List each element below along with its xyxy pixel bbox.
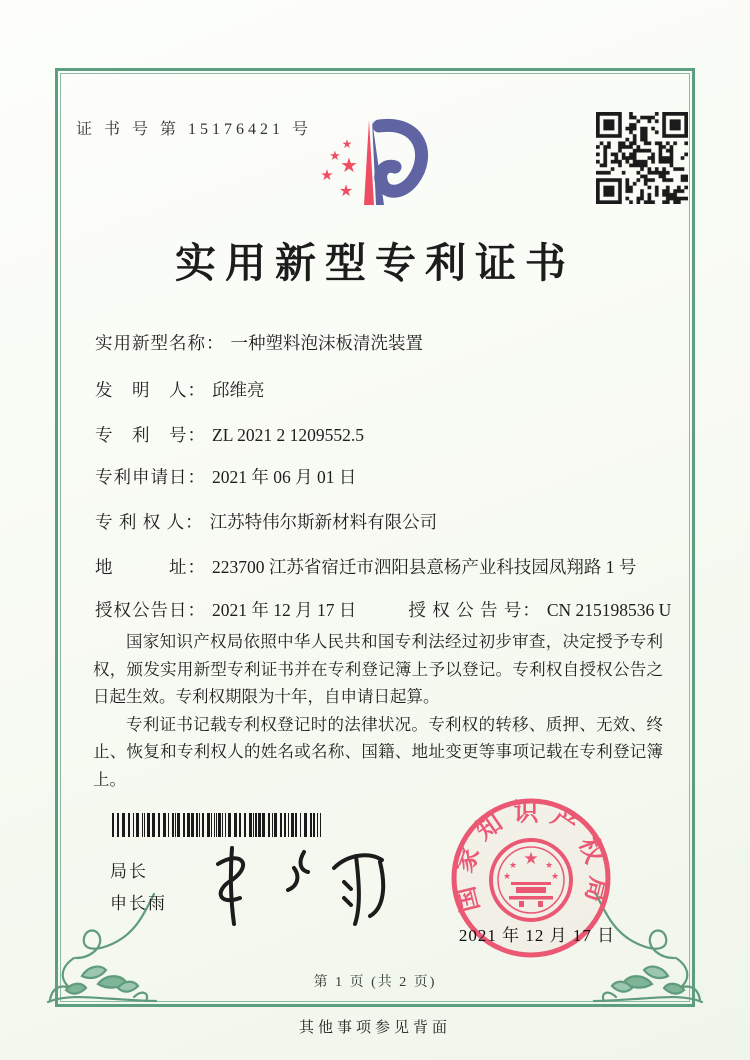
field-label: 发 明 人：	[95, 380, 206, 400]
svg-text:★: ★	[329, 148, 341, 163]
svg-text:★: ★	[523, 849, 539, 868]
certificate-number: 证 书 号 第 15176421 号	[76, 121, 313, 138]
field-value: ZL 2021 2 1209552.5	[212, 425, 364, 445]
signer-title: 局长	[110, 862, 148, 881]
field-value: 2021 年 12 月 17 日	[212, 600, 357, 620]
svg-text:★: ★	[338, 183, 354, 200]
legal-paragraph-2: 专利证书记载专利权登记时的法律状况。专利权的转移、质押、无效、终止、恢复和专利权人的姓名或名称、国籍、地址变更等事项记载在专利登记簿上。	[93, 714, 663, 789]
signature-icon	[198, 826, 403, 931]
field-value: 2021 年 06 月 01 日	[212, 467, 357, 487]
svg-text:★: ★	[544, 860, 554, 870]
field-patentee	[95, 509, 680, 534]
svg-text:★: ★	[340, 155, 358, 177]
field-label: 专 利 权 人：	[95, 512, 204, 532]
legal-statement	[93, 628, 663, 793]
field-address	[95, 554, 680, 579]
seal-date: 2021 年 12 月 17 日	[458, 926, 616, 945]
cnipa-logo-icon	[283, 110, 458, 215]
field-label: 专 利 号：	[95, 425, 206, 445]
legal-paragraph-1: 国家知识产权局依照中华人民共和国专利法经过初步审查，决定授予专利权，颁发实用新型专利证书并在专利登记簿上予以登记。专利权自授权公告之日起生效。专利权期限为十年，自申请日起算。	[93, 632, 663, 706]
svg-text:★: ★	[508, 860, 518, 870]
certificate-title: 实用新型专利证书	[175, 240, 575, 286]
field-value: 一种塑料泡沫板清洗装置	[230, 333, 423, 353]
svg-text:★: ★	[502, 871, 512, 881]
qr-code-icon	[596, 112, 688, 204]
field-inventor	[95, 377, 680, 402]
field-patent-number	[95, 422, 680, 447]
field-label: 授权公告日：	[95, 600, 206, 620]
field-grant-date-and-number	[95, 597, 680, 622]
svg-text:★: ★	[341, 137, 353, 151]
field-label: 授 权 公 告 号：	[408, 600, 541, 620]
field-value: CN 215198536 U	[546, 600, 672, 620]
field-label: 实用新型名称：	[95, 333, 225, 353]
svg-text:★: ★	[320, 168, 334, 184]
field-label: 专利申请日：	[95, 467, 206, 487]
field-value: 223700 江苏省宿迁市泗阳县意杨产业科技园凤翔路 1 号	[212, 557, 637, 577]
seal-text: 国家知识产权局	[450, 799, 612, 915]
signer-name: 申长雨	[110, 894, 167, 913]
signer-block	[110, 856, 167, 920]
field-value: 邱维亮	[212, 380, 265, 400]
svg-text:★: ★	[550, 871, 560, 881]
field-filing-date	[95, 464, 680, 489]
field-label: 地 址：	[95, 557, 206, 577]
back-side-note: 其他事项参见背面	[298, 1020, 451, 1036]
field-value: 江苏特伟尔斯新材料有限公司	[209, 512, 438, 532]
page-number: 第 1 页 (共 2 页)	[313, 975, 437, 990]
field-utility-model-name	[95, 330, 680, 355]
